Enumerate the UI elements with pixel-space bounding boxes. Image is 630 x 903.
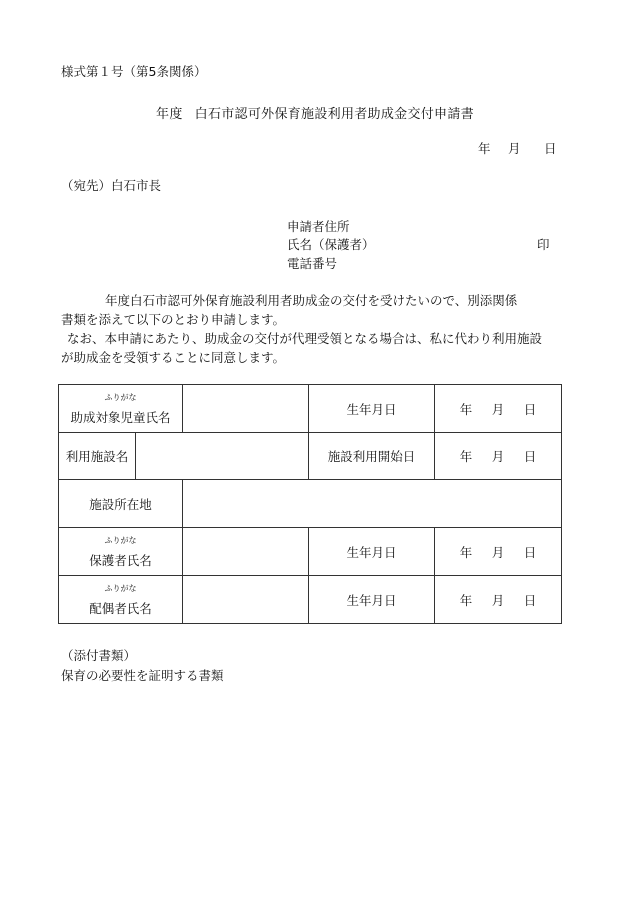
- child-name-field[interactable]: [183, 385, 309, 433]
- child-name-label-cell: [59, 385, 183, 433]
- applicant-phone-label: 電話番号: [287, 256, 338, 271]
- date-day-label: 日: [523, 401, 537, 417]
- date-year-label: 年: [459, 544, 473, 560]
- child-birthdate-label: 生年月日: [309, 385, 435, 433]
- seal-mark: 印: [537, 237, 550, 252]
- child-birthdate-field[interactable]: [435, 385, 562, 433]
- date-day-label: 日: [523, 449, 537, 464]
- date-month-label: 月: [491, 592, 505, 608]
- consent-statement: [61, 329, 561, 367]
- date-year-label: 年: [459, 592, 473, 608]
- date-day-label: 日: [544, 141, 557, 156]
- spouse-birthdate-label: 生年月日: [309, 576, 435, 624]
- form-title: [0, 108, 630, 121]
- facility-name-label: 利用施設名: [59, 433, 136, 480]
- spouse-birthdate-field[interactable]: [435, 576, 562, 624]
- table-row: [59, 385, 562, 433]
- guardian-name-field[interactable]: [183, 528, 309, 576]
- consent-line-2: が助成金を受領することに同意します。: [61, 350, 286, 365]
- furigana-label: ふりがな: [104, 535, 137, 545]
- applicant-name-label: 氏名（保護者）: [287, 237, 375, 252]
- date-month-label: 月: [491, 544, 505, 560]
- date-day-label: 日: [523, 592, 537, 608]
- guardian-name-label: 保護者氏名: [89, 552, 152, 568]
- attachments-heading: （添付書類）: [61, 648, 137, 663]
- date-year-label: 年: [478, 141, 491, 156]
- guardian-birthdate-label: 生年月日: [309, 528, 435, 576]
- application-statement: [61, 291, 561, 329]
- attachment-item: 保育の必要性を証明する書類: [61, 668, 224, 683]
- date-year-label: 年: [459, 449, 473, 464]
- consent-line-1: なお、本申請にあたり、助成金の交付が代理受領となる場合は、私に代わり利用施設: [67, 331, 543, 346]
- table-row: [59, 576, 562, 624]
- date-day-label: 日: [523, 544, 537, 560]
- submission-date: [478, 143, 557, 156]
- statement-line-1: 年度白石市認可外保育施設利用者助成金の交付を受けたいので、別添関係: [105, 293, 518, 308]
- table-row: [59, 528, 562, 576]
- facility-address-field[interactable]: [183, 480, 562, 528]
- child-name-label: 助成対象児童氏名: [70, 409, 171, 425]
- statement-line-2: 書類を添えて以下のとおり申請します。: [61, 312, 286, 327]
- date-month-label: 月: [491, 449, 505, 464]
- furigana-label: ふりがな: [104, 392, 137, 402]
- title-text: 白石市認可外保育施設利用者助成金交付申請書: [194, 107, 474, 122]
- form-number: 様式第１号（第5条関係）: [61, 64, 207, 79]
- addressee: （宛先）白石市長: [61, 178, 162, 193]
- facility-name-field[interactable]: [136, 433, 309, 480]
- date-year-label: 年: [459, 401, 473, 417]
- guardian-birthdate-field[interactable]: [435, 528, 562, 576]
- table-row: [59, 480, 562, 528]
- date-month-label: 月: [508, 141, 521, 156]
- facility-start-label: 施設利用開始日: [309, 433, 435, 480]
- application-table: [58, 384, 562, 624]
- guardian-name-label-cell: [59, 528, 183, 576]
- spouse-name-label: 配偶者氏名: [89, 600, 152, 616]
- facility-start-field[interactable]: [435, 433, 562, 480]
- facility-address-label: 施設所在地: [59, 480, 183, 528]
- furigana-label: ふりがな: [104, 583, 137, 593]
- spouse-name-label-cell: [59, 576, 183, 624]
- spouse-name-field[interactable]: [183, 576, 309, 624]
- applicant-address-label: 申請者住所: [287, 219, 350, 234]
- table-row: [59, 433, 562, 480]
- date-month-label: 月: [491, 401, 505, 417]
- title-year-label: 年度: [156, 107, 183, 122]
